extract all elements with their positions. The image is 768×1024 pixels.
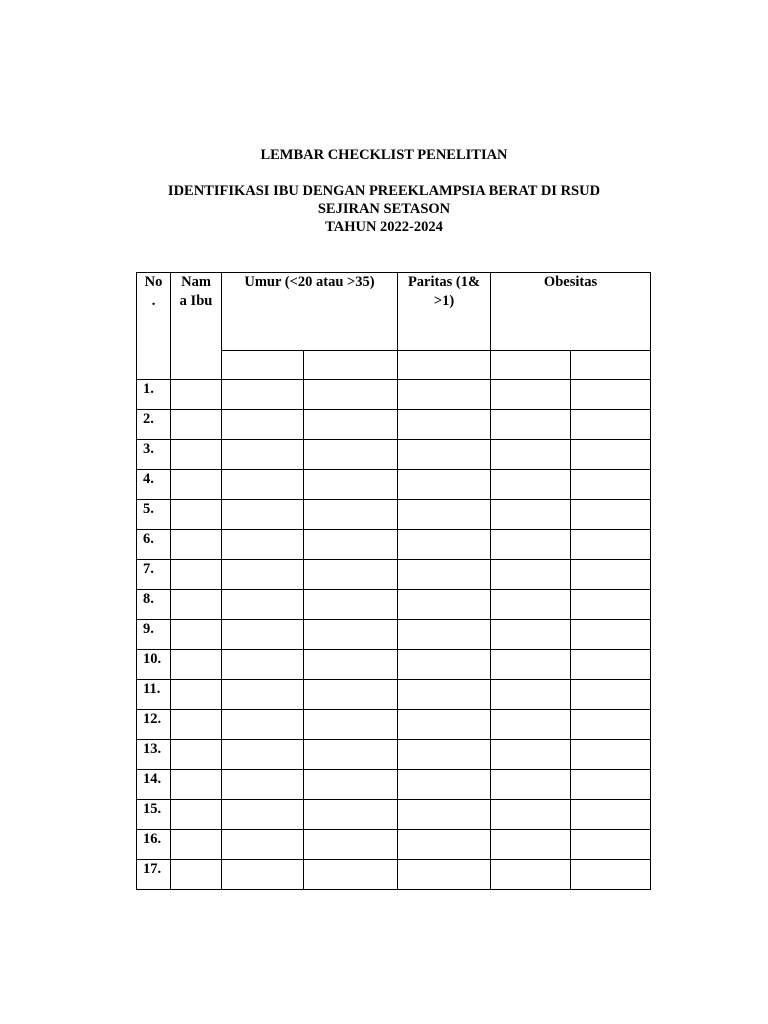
header-no: No . [137,273,171,380]
cell-umur-2 [304,470,398,500]
cell-paritas [398,680,491,710]
header-nama-ibu: Nam a Ibu [171,273,222,380]
cell-umur-2 [304,770,398,800]
row-number: 9. [137,620,171,650]
cell-obesitas-2 [571,500,651,530]
cell-obesitas-2 [571,800,651,830]
table-row [137,530,651,560]
cell-umur-2 [304,830,398,860]
cell-umur-1 [222,740,304,770]
cell-nama-ibu [171,410,222,440]
cell-umur-2 [304,800,398,830]
cell-obesitas-2 [571,440,651,470]
cell-obesitas-2 [571,560,651,590]
cell-paritas [398,650,491,680]
cell-umur-1 [222,680,304,710]
row-number: 8. [137,590,171,620]
cell-paritas [398,530,491,560]
cell-nama-ibu [171,830,222,860]
cell-nama-ibu [171,560,222,590]
cell-umur-1 [222,470,304,500]
cell-paritas [398,470,491,500]
cell-nama-ibu [171,440,222,470]
cell-nama-ibu [171,740,222,770]
row-number: 13. [137,740,171,770]
subheader-obesitas-2 [571,351,651,380]
cell-nama-ibu [171,470,222,500]
table-row [137,770,651,800]
cell-nama-ibu [171,590,222,620]
cell-obesitas-2 [571,530,651,560]
cell-umur-2 [304,530,398,560]
cell-umur-2 [304,590,398,620]
cell-paritas [398,590,491,620]
table-row [137,710,651,740]
cell-umur-2 [304,650,398,680]
cell-paritas [398,440,491,470]
cell-paritas [398,830,491,860]
cell-umur-1 [222,590,304,620]
cell-paritas [398,800,491,830]
row-number: 17. [137,860,171,890]
cell-paritas [398,560,491,590]
cell-umur-2 [304,710,398,740]
cell-nama-ibu [171,680,222,710]
row-number: 1. [137,380,171,410]
table-row [137,440,651,470]
table-row [137,590,651,620]
header-row [137,273,651,351]
table-row [137,740,651,770]
cell-nama-ibu [171,770,222,800]
cell-umur-1 [222,440,304,470]
cell-umur-2 [304,410,398,440]
cell-nama-ibu [171,800,222,830]
cell-nama-ibu [171,380,222,410]
document-title-block [0,146,768,236]
table-row [137,830,651,860]
cell-umur-2 [304,500,398,530]
cell-umur-2 [304,680,398,710]
document-subtitle-line-1: IDENTIFIKASI IBU DENGAN PREEKLAMPSIA BERAT DI RSUD [167,183,601,199]
subheader-umur-1 [222,351,304,380]
cell-obesitas-1 [491,440,571,470]
cell-nama-ibu [171,650,222,680]
document-subtitle-line-3: TAHUN 2022-2024 [325,219,443,235]
table-row [137,410,651,440]
cell-obesitas-2 [571,860,651,890]
cell-nama-ibu [171,860,222,890]
subheader-umur-2 [304,351,398,380]
row-number: 12. [137,710,171,740]
cell-obesitas-2 [571,680,651,710]
table-row [137,650,651,680]
cell-obesitas-2 [571,620,651,650]
cell-paritas [398,710,491,740]
cell-nama-ibu [171,530,222,560]
row-number: 7. [137,560,171,590]
row-number: 10. [137,650,171,680]
cell-umur-1 [222,830,304,860]
cell-obesitas-1 [491,410,571,440]
cell-obesitas-2 [571,650,651,680]
cell-umur-2 [304,560,398,590]
cell-obesitas-1 [491,380,571,410]
cell-obesitas-1 [491,620,571,650]
cell-paritas [398,770,491,800]
row-number: 11. [137,680,171,710]
cell-paritas [398,410,491,440]
table-row [137,380,651,410]
document-subtitle-line-2: SEJIRAN SETASON [317,201,451,217]
cell-obesitas-2 [571,590,651,620]
cell-umur-1 [222,560,304,590]
header-umur: Umur (<20 atau >35) [222,273,398,351]
cell-obesitas-1 [491,500,571,530]
cell-umur-2 [304,860,398,890]
cell-umur-1 [222,860,304,890]
cell-obesitas-2 [571,740,651,770]
cell-obesitas-1 [491,770,571,800]
row-number: 5. [137,500,171,530]
cell-umur-1 [222,410,304,440]
cell-umur-1 [222,530,304,560]
cell-paritas [398,740,491,770]
row-number: 2. [137,410,171,440]
cell-paritas [398,620,491,650]
cell-umur-1 [222,650,304,680]
row-number: 4. [137,470,171,500]
checklist-table [136,272,651,890]
cell-nama-ibu [171,620,222,650]
cell-obesitas-1 [491,710,571,740]
cell-obesitas-1 [491,860,571,890]
header-obesitas: Obesitas [491,273,651,351]
document-title: LEMBAR CHECKLIST PENELITIAN [260,147,508,163]
table-row [137,500,651,530]
table-row [137,620,651,650]
cell-obesitas-1 [491,560,571,590]
cell-obesitas-2 [571,410,651,440]
cell-obesitas-1 [491,800,571,830]
row-number: 6. [137,530,171,560]
cell-umur-1 [222,800,304,830]
table-row [137,560,651,590]
cell-paritas [398,380,491,410]
cell-nama-ibu [171,710,222,740]
cell-obesitas-1 [491,530,571,560]
cell-umur-2 [304,440,398,470]
cell-obesitas-1 [491,740,571,770]
cell-obesitas-1 [491,680,571,710]
cell-umur-1 [222,770,304,800]
cell-umur-2 [304,380,398,410]
cell-obesitas-1 [491,590,571,620]
subheader-paritas [398,351,491,380]
cell-paritas [398,500,491,530]
row-number: 15. [137,800,171,830]
cell-obesitas-2 [571,830,651,860]
cell-umur-1 [222,500,304,530]
table-row [137,470,651,500]
cell-obesitas-1 [491,470,571,500]
cell-nama-ibu [171,500,222,530]
row-number: 14. [137,770,171,800]
cell-umur-1 [222,620,304,650]
subheader-obesitas-1 [491,351,571,380]
cell-umur-1 [222,710,304,740]
cell-obesitas-2 [571,770,651,800]
cell-obesitas-2 [571,380,651,410]
cell-obesitas-2 [571,470,651,500]
cell-obesitas-1 [491,650,571,680]
row-number: 16. [137,830,171,860]
table-row [137,800,651,830]
cell-obesitas-1 [491,830,571,860]
cell-umur-1 [222,380,304,410]
cell-umur-2 [304,620,398,650]
table-row [137,860,651,890]
cell-paritas [398,860,491,890]
header-paritas: Paritas (1& >1) [398,273,491,351]
table-row [137,680,651,710]
cell-umur-2 [304,740,398,770]
cell-obesitas-2 [571,710,651,740]
row-number: 3. [137,440,171,470]
